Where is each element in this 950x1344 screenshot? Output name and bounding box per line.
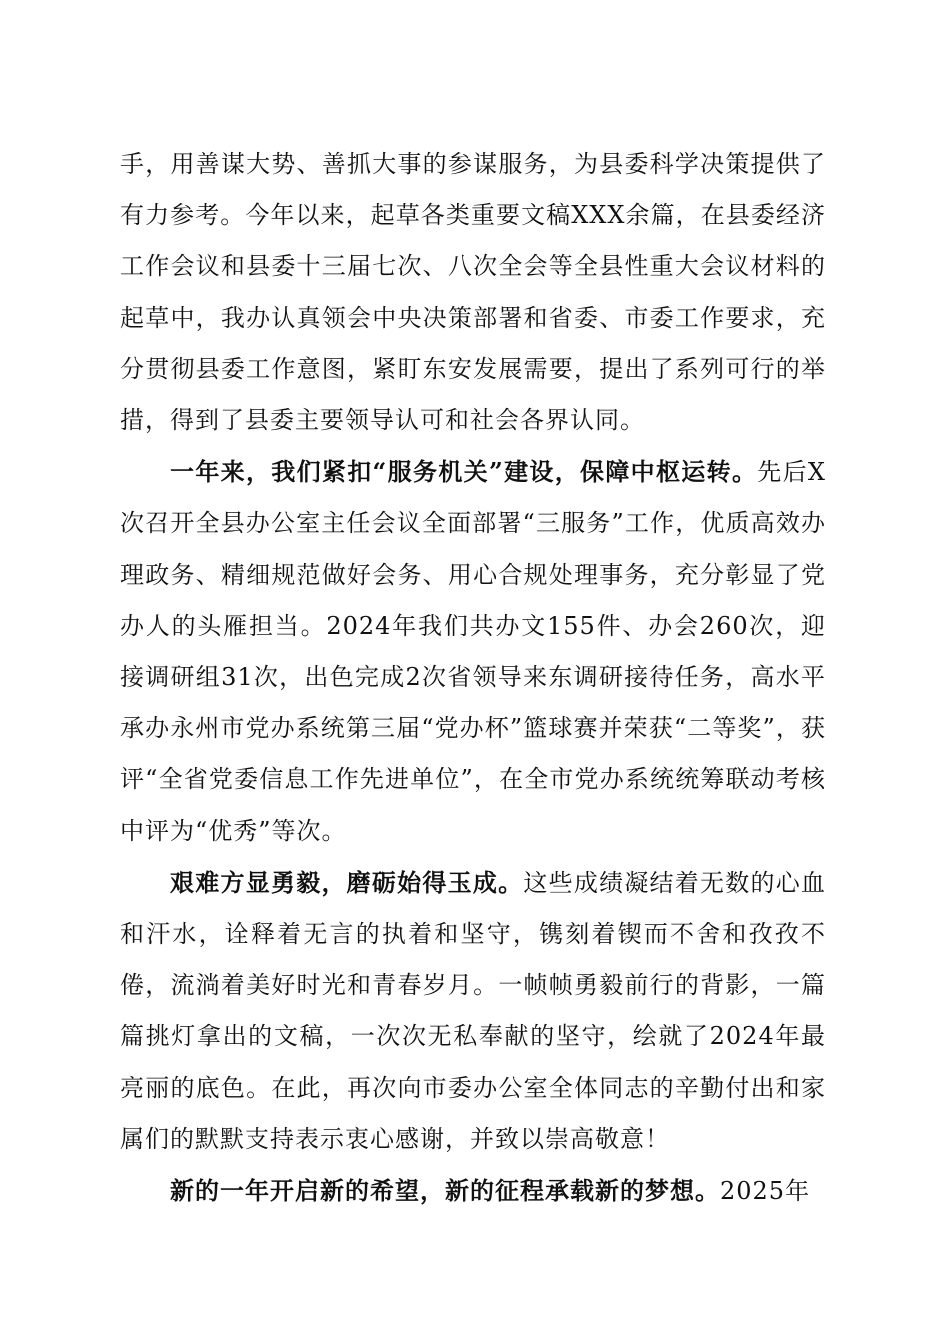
paragraph-4-lead: 新的一年开启新的希望，新的征程承载新的梦想。 — [170, 1176, 720, 1206]
paragraph-2 — [120, 446, 826, 857]
paragraph-2-text: 先后X次召开全县办公室主任会议全面部署“三服务”工作，优质高效办理政务、精细规范做好会务、用心合规处理事务，充分彰显了党办人的头雁担当。2024年我们共办文155件、办会260次，迎接调研组31次，出色完成2次省领导来东调研接待任务，高水平承办永州市党办系统第三届“党办杯”篮球赛并荣获“二等奖”，获评“全省党委信息工作先进单位”，在全市党办系统统筹联动考核中评为“优秀”等次。 — [120, 458, 827, 845]
paragraph-3 — [120, 857, 826, 1165]
paragraph-1 — [120, 138, 826, 446]
document-body — [120, 138, 826, 1217]
paragraph-4-text: 2025年 — [720, 1177, 811, 1206]
paragraph-2-lead: 一年来，我们紧扣“服务机关”建设，保障中枢运转。 — [170, 457, 758, 487]
paragraph-3-text: 这些成绩凝结着无数的心血和汗水，诠释着无言的执着和坚守，镌刻着锲而不舍和孜孜不倦，流淌着美好时光和青春岁月。一帧帧勇毅前行的背影，一篇篇挑灯拿出的文稿，一次次无私奉献的坚守，绘就了2024年最亮丽的底色。在此，再次向市委办公室全体同志的辛勤付出和家属们的默默支持表示衷心感谢，并致以崇高敬意！ — [120, 868, 826, 1153]
paragraph-3-lead: 艰难方显勇毅，磨砺始得玉成。 — [170, 867, 524, 897]
paragraph-1-text: 手，用善谋大势、善抓大事的参谋服务，为县委科学决策提供了有力参考。今年以来，起草各类重要文稿XXX余篇，在县委经济工作会议和县委十三届七次、八次全会等全县性重大会议材料的起草中，我办认真领会中央决策部署和省委、市委工作要求，充分贯彻县委工作意图，紧盯东安发展需要，提出了系列可行的举措，得到了县委主要领导认可和社会各界认同。 — [120, 150, 826, 435]
paragraph-4 — [120, 1165, 826, 1217]
